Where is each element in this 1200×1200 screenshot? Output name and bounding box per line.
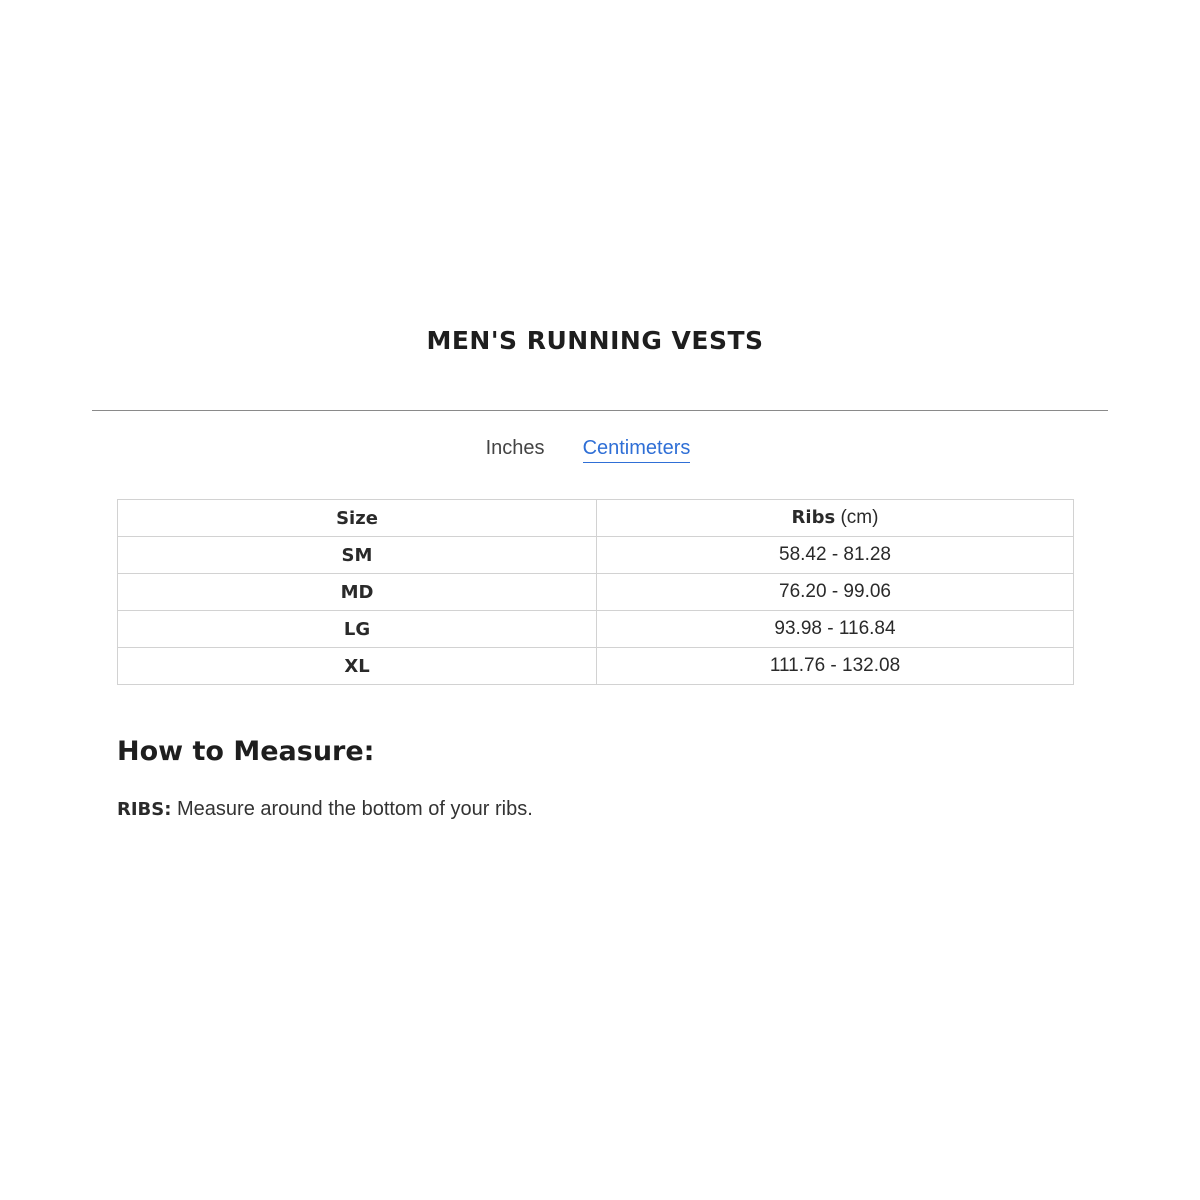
divider <box>92 410 1108 411</box>
how-to-measure-heading: How to Measure: <box>117 736 375 767</box>
column-header-ribs-unit: (cm) <box>840 507 879 528</box>
tab-inches[interactable]: Inches <box>485 437 545 459</box>
table-row <box>118 611 1074 648</box>
column-header-ribs-label: Ribs <box>791 507 836 528</box>
size-cell: XL <box>118 648 597 685</box>
tab-centimeters[interactable]: Centimeters <box>583 437 691 463</box>
size-cell: SM <box>118 537 597 574</box>
ribs-cell: 93.98 - 116.84 <box>597 611 1074 648</box>
table-row <box>118 537 1074 574</box>
page-title: MEN'S RUNNING VESTS <box>426 326 764 355</box>
ribs-cell: 111.76 - 132.08 <box>597 648 1074 685</box>
table-header-row <box>118 500 1074 537</box>
size-cell: LG <box>118 611 597 648</box>
column-header-size: Size <box>118 500 597 537</box>
ribs-cell: 76.20 - 99.06 <box>597 574 1074 611</box>
measure-term: RIBS: <box>117 799 172 820</box>
unit-tabs <box>0 437 1176 463</box>
ribs-cell: 58.42 - 81.28 <box>597 537 1074 574</box>
measure-description: Measure around the bottom of your ribs. <box>171 798 533 820</box>
table-row <box>118 574 1074 611</box>
size-chart-table <box>117 499 1074 685</box>
table-row <box>118 648 1074 685</box>
size-cell: MD <box>118 574 597 611</box>
column-header-ribs <box>597 500 1074 537</box>
measure-instruction-ribs <box>117 798 533 821</box>
